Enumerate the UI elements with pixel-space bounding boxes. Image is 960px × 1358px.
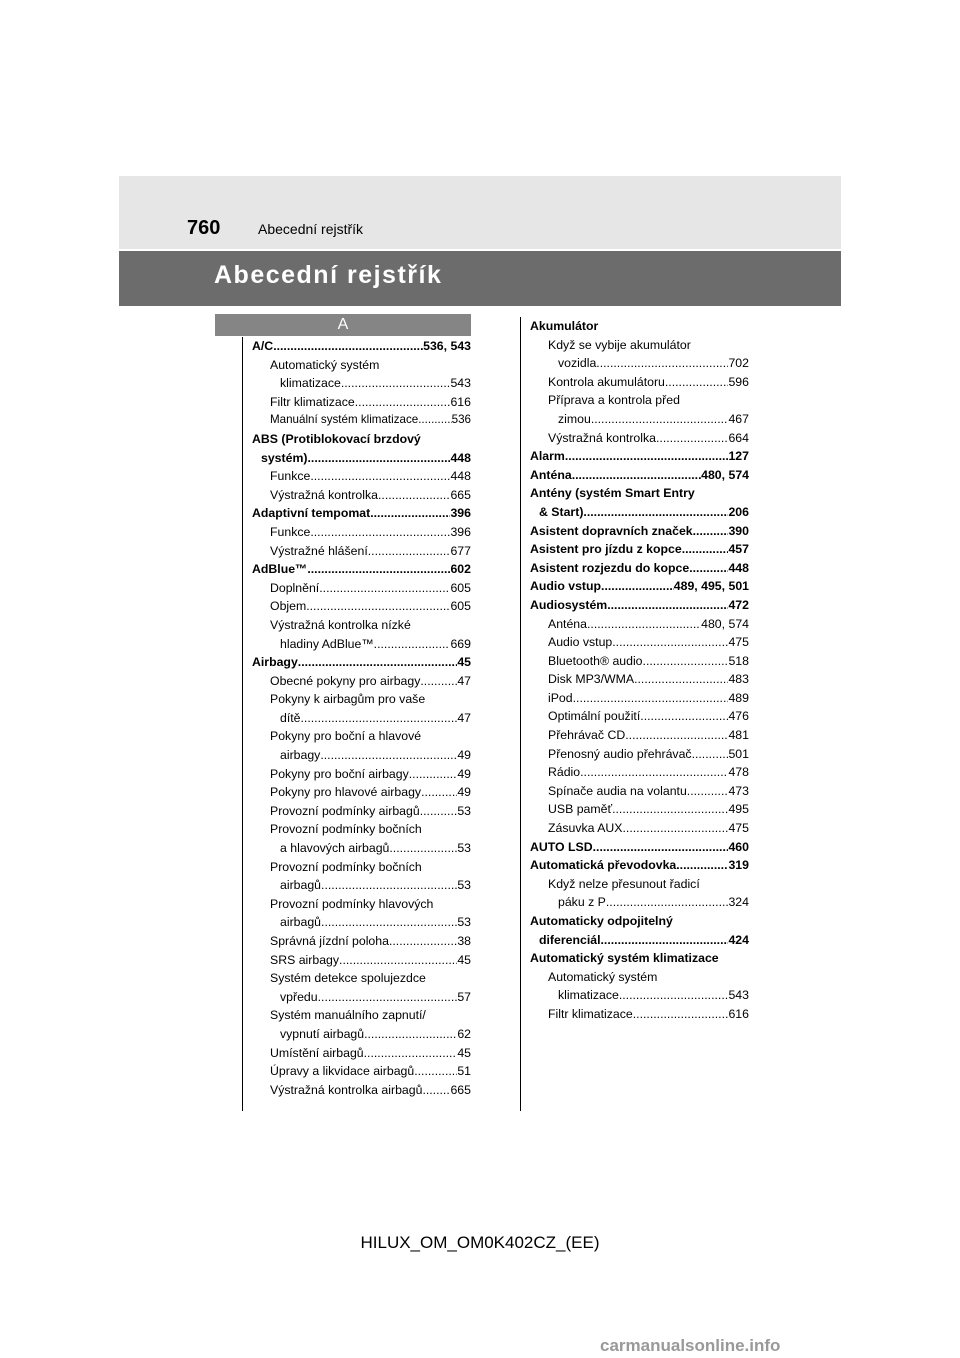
dot-leader: [368, 542, 451, 561]
index-entry: [252, 913, 471, 932]
index-entry-pages: 665: [450, 487, 471, 502]
index-entry-term: Výstražné hlášení: [270, 543, 368, 558]
index-entry: [252, 356, 471, 375]
index-entry-term: Výstražná kontrolka: [548, 430, 656, 445]
index-entry-term: Audiosystém: [530, 597, 608, 612]
index-entry: [252, 616, 471, 635]
index-entry: [252, 765, 471, 784]
index-entry-term: Provozní podmínky bočních: [270, 859, 422, 874]
dot-leader: [389, 839, 457, 858]
dot-leader: [591, 410, 729, 429]
index-entry: [252, 504, 471, 523]
dot-leader: [689, 559, 728, 578]
index-entry-pages: 49: [457, 748, 471, 763]
index-entry-term: klimatizace: [280, 376, 341, 391]
index-entry: [530, 707, 749, 726]
index-entry: [252, 560, 471, 579]
index-entry: [530, 893, 749, 912]
index-entry: [530, 800, 749, 819]
index-entry-term: Rádio: [548, 765, 581, 780]
index-entry-pages: 448: [728, 560, 749, 575]
index-entry-pages: 518: [728, 653, 749, 668]
index-entry-term: Obecné pokyny pro airbagy: [270, 673, 421, 688]
document-footer-code: HILUX_OM_OM0K402CZ_(EE): [360, 1233, 600, 1252]
index-entry-pages: 489, 495, 501: [673, 579, 749, 594]
index-entry-pages: 602: [450, 562, 471, 577]
index-entry-term: Provozní podmínky hlavových: [270, 896, 434, 911]
index-entry-term: Přehrávač CD: [548, 728, 626, 743]
index-entry-term: ABS (Protiblokovací brzdový: [252, 431, 421, 446]
index-entry-pages: 475: [728, 635, 749, 650]
index-entry: [530, 615, 749, 634]
index-entry: [530, 968, 749, 987]
watermark: carmanualsonline.info: [600, 1336, 781, 1355]
left-divider-line: [242, 337, 243, 1111]
index-entry: [252, 988, 471, 1007]
dot-leader: [301, 709, 458, 728]
index-entry-pages: 45: [457, 1045, 471, 1060]
index-entry: [530, 484, 749, 503]
index-entry: [530, 577, 749, 596]
dot-leader: [298, 653, 458, 672]
index-entry-pages: 478: [728, 765, 749, 780]
index-entry-term: Zásuvka AUX: [548, 821, 623, 836]
index-entry-pages: 45: [457, 952, 471, 967]
dot-leader: [355, 393, 451, 412]
index-entry: [252, 653, 471, 672]
index-entry-pages: 536, 543: [423, 339, 471, 353]
dot-leader: [607, 596, 728, 615]
index-entry: [252, 820, 471, 839]
index-entry: [530, 912, 749, 931]
index-entry-pages: 45: [457, 655, 471, 670]
index-entry: [252, 430, 471, 449]
index-entry-term: Asistent dopravních značek: [530, 523, 693, 538]
header-band: [119, 176, 841, 249]
index-entry-pages: 475: [728, 821, 749, 836]
index-entry-pages: 38: [457, 934, 471, 948]
index-entry: [530, 745, 749, 764]
dot-leader: [341, 374, 451, 393]
index-entry-pages: 206: [728, 504, 749, 519]
dot-leader: [310, 523, 450, 542]
index-entry-term: klimatizace: [558, 988, 619, 1003]
index-entry: [252, 449, 471, 468]
index-entry: [530, 410, 749, 429]
dot-leader: [676, 856, 728, 875]
index-entry-term: Manuální systém klimatizace: [270, 413, 419, 427]
index-entry-term: Spínače audia na volantu: [548, 783, 687, 798]
dot-leader: [409, 765, 458, 784]
index-entry-term: airbagů: [280, 915, 322, 930]
dot-leader: [606, 893, 729, 912]
index-entry-pages: 424: [728, 932, 749, 947]
index-entry: [530, 819, 749, 838]
dot-leader: [682, 540, 729, 559]
dot-leader: [378, 486, 450, 505]
index-entry-pages: 390: [728, 523, 749, 538]
index-entry-pages: 480, 574: [701, 616, 749, 631]
dot-leader: [364, 1025, 457, 1044]
index-entry-pages: 605: [450, 599, 471, 614]
index-entry-pages: 448: [450, 450, 471, 465]
dot-leader: [634, 670, 728, 689]
index-entry: [252, 597, 471, 616]
index-entry-pages: 47: [457, 673, 471, 688]
index-entry: [530, 466, 749, 485]
dot-leader: [421, 783, 457, 802]
index-entry-pages: 324: [728, 895, 749, 910]
index-letter: A: [337, 316, 349, 333]
dot-leader: [643, 652, 729, 671]
index-entry-term: Příprava a kontrola před: [548, 393, 680, 408]
index-entry-pages: 448: [450, 469, 471, 484]
index-entry-term: Akumulátor: [530, 319, 599, 333]
index-entry-pages: 53: [457, 878, 471, 893]
dot-leader: [422, 1081, 450, 1100]
index-entry: [252, 411, 471, 430]
dot-leader: [623, 819, 729, 838]
dot-leader: [633, 1005, 729, 1024]
index-entry: [252, 709, 471, 728]
index-entry-term: Umístění airbagů: [270, 1045, 364, 1060]
index-entry-pages: 51: [457, 1064, 471, 1079]
dot-leader: [364, 1044, 458, 1063]
index-entry: [252, 542, 471, 561]
index-entry-term: Kontrola akumulátoru: [548, 374, 665, 389]
dot-leader: [580, 763, 728, 782]
dot-leader: [583, 503, 728, 522]
index-entry: [252, 1062, 471, 1081]
dot-leader: [306, 597, 450, 616]
index-entry-term: systém): [261, 450, 308, 465]
index-entry-term: iPod: [548, 690, 573, 705]
index-entry-term: Filtr klimatizace: [548, 1006, 633, 1021]
index-entry-term: airbagy: [280, 748, 321, 763]
index-entry: [530, 689, 749, 708]
dot-leader: [319, 579, 450, 598]
index-entry: [530, 670, 749, 689]
index-entry-term: Antény (systém Smart Entry: [530, 486, 695, 501]
index-column-right: [530, 317, 749, 1024]
index-entry-pages: 460: [728, 839, 749, 854]
index-entry-pages: 596: [728, 374, 749, 389]
index-entry-term: a hlavových airbagů: [280, 841, 390, 856]
index-entry-term: Provozní podmínky airbagů: [270, 803, 420, 818]
dot-leader: [601, 577, 674, 596]
dot-leader: [420, 672, 457, 691]
dot-leader: [565, 447, 729, 466]
index-entry-term: AdBlue™: [252, 562, 308, 577]
dot-leader: [656, 429, 728, 448]
index-entry-term: Anténa: [530, 467, 572, 482]
header-section-title: Abecední rejstřík: [258, 221, 364, 237]
index-entry: [252, 876, 471, 895]
index-entry: [252, 1006, 471, 1025]
index-entry: [530, 540, 749, 559]
center-divider-line: [520, 317, 521, 1111]
index-entry-term: Úpravy a likvidace airbagů: [270, 1064, 415, 1079]
index-entry-term: Optimální použití: [548, 709, 641, 724]
index-entry-term: Automatický systém: [270, 357, 380, 372]
index-entry-pages: 473: [728, 783, 749, 798]
index-entry-pages: 457: [728, 542, 749, 557]
index-entry-pages: 489: [728, 690, 749, 705]
index-entry: [252, 858, 471, 877]
index-entry-term: Funkce: [270, 469, 311, 484]
index-entry-term: vpředu: [280, 989, 318, 1004]
dot-leader: [374, 635, 451, 654]
index-entry-term: Filtr klimatizace: [270, 394, 355, 409]
dot-leader: [389, 932, 457, 951]
index-entry-term: diferenciál: [539, 932, 601, 947]
dot-leader: [310, 467, 450, 486]
index-entry: [252, 895, 471, 914]
dot-leader: [593, 838, 729, 857]
index-entry-pages: 127: [728, 449, 749, 464]
index-entry-term: Výstražná kontrolka nízké: [270, 617, 411, 632]
index-entry-pages: 472: [728, 597, 749, 612]
index-entry: [530, 931, 749, 950]
dot-leader: [307, 560, 450, 579]
index-entry: [530, 503, 749, 522]
dot-leader: [601, 931, 729, 950]
index-entry-pages: 702: [728, 356, 749, 371]
index-entry-pages: 53: [457, 915, 471, 930]
dot-leader: [420, 802, 458, 821]
index-entry-term: Airbagy: [252, 655, 298, 670]
index-entry-term: Pokyny k airbagům pro vaše: [270, 692, 426, 707]
index-entry-term: Disk MP3/WMA: [548, 672, 635, 687]
index-entry: [530, 373, 749, 392]
index-entry: [252, 374, 471, 393]
index-entry: [530, 596, 749, 615]
index-entry: [252, 337, 471, 356]
index-entry-term: vozidla: [558, 356, 597, 371]
index-entry-pages: 677: [450, 543, 471, 558]
index-column-left: [252, 337, 471, 1099]
index-entry-pages: 62: [457, 1026, 471, 1041]
dot-leader: [573, 689, 729, 708]
index-entry: [530, 763, 749, 782]
index-entry: [252, 1081, 471, 1100]
index-entry-term: airbagů: [280, 878, 322, 893]
index-entry-term: Automatický systém klimatizace: [530, 951, 719, 966]
index-entry-term: AUTO LSD: [530, 839, 593, 854]
index-entry-term: A/C: [252, 339, 274, 353]
index-entry-pages: 396: [450, 506, 471, 521]
index-entry-term: Audio vstup: [548, 635, 613, 650]
index-entry-pages: 49: [457, 785, 471, 800]
index-entry-term: Bluetooth® audio: [548, 653, 643, 668]
index-entry-pages: 481: [728, 728, 749, 743]
index-entry: [530, 838, 749, 857]
index-entry: [530, 447, 749, 466]
index-entry-term: Výstražná kontrolka: [270, 487, 378, 502]
index-entry: [252, 783, 471, 802]
dot-leader: [320, 746, 457, 765]
index-entry-term: Alarm: [530, 449, 565, 464]
index-entry: [252, 727, 471, 746]
index-entry: [530, 1005, 749, 1024]
index-entry-pages: 616: [450, 394, 471, 409]
index-entry: [252, 486, 471, 505]
index-entry: [252, 932, 471, 951]
index-entry: [252, 951, 471, 970]
index-entry: [530, 354, 749, 373]
dot-leader: [612, 800, 728, 819]
dot-leader: [321, 876, 457, 895]
index-entry: [530, 633, 749, 652]
dot-leader: [665, 373, 729, 392]
index-entry-pages: 396: [450, 524, 471, 539]
index-entry-pages: 480, 574: [701, 467, 749, 482]
index-entry-term: Pokyny pro boční a hlavové: [270, 729, 422, 744]
index-entry-term: & Start): [539, 504, 584, 519]
index-entry-term: SRS airbagy: [270, 952, 340, 967]
index-entry-pages: 53: [457, 841, 471, 856]
index-entry: [252, 467, 471, 486]
dot-leader: [619, 986, 729, 1005]
index-entry-term: USB paměť: [548, 802, 613, 817]
index-entry-term: Když se vybije akumulátor: [548, 337, 691, 352]
index-entry-term: páku z P: [558, 895, 606, 910]
index-entry-term: Automaticky odpojitelný: [530, 914, 673, 928]
dot-leader: [587, 615, 701, 634]
index-entry-pages: 467: [728, 411, 749, 426]
dot-leader: [318, 988, 458, 1007]
dot-leader: [687, 782, 729, 801]
index-entry-pages: 605: [450, 580, 471, 595]
index-entry: [530, 986, 749, 1005]
index-entry-pages: 665: [450, 1082, 471, 1097]
index-entry: [252, 802, 471, 821]
page-number: 760: [187, 217, 221, 239]
index-entry: [530, 875, 749, 894]
dot-leader: [596, 354, 728, 373]
index-entry: [530, 726, 749, 745]
dot-leader: [307, 449, 450, 468]
index-entry-term: Asistent rozjezdu do kopce: [530, 560, 690, 575]
index-entry-term: zimou: [558, 411, 591, 426]
index-entry: [252, 690, 471, 709]
index-entry-term: Výstražná kontrolka airbagů: [270, 1082, 423, 1097]
index-entry-term: Pokyny pro boční airbagy: [270, 766, 409, 781]
index-entry: [530, 317, 749, 336]
index-entry: [252, 1044, 471, 1063]
index-entry-term: Asistent pro jízdu z kopce: [530, 542, 682, 557]
index-entry-term: Adaptivní tempomat: [252, 506, 371, 521]
index-entry-pages: 49: [457, 766, 471, 781]
dot-leader: [640, 707, 728, 726]
index-entry-term: Provozní podmínky bočních: [270, 822, 422, 837]
index-entry-term: Pokyny pro hlavové airbagy: [270, 785, 422, 800]
dot-leader: [625, 726, 728, 745]
dot-leader: [418, 411, 451, 430]
dot-leader: [612, 633, 728, 652]
index-entry-term: Anténa: [548, 616, 587, 631]
index-entry-pages: 319: [728, 858, 749, 873]
index-entry: [252, 579, 471, 598]
index-entry-term: Když nelze přesunout řadicí: [548, 876, 700, 891]
index-entry: [530, 652, 749, 671]
index-entry-term: dítě: [280, 710, 301, 725]
dot-leader: [693, 522, 729, 541]
index-entry-pages: 543: [450, 376, 471, 391]
index-entry-term: Přenosný audio přehrávač: [548, 746, 692, 761]
index-entry: [252, 746, 471, 765]
index-entry-pages: 501: [728, 746, 749, 761]
index-entry: [252, 523, 471, 542]
index-entry-term: Automatický systém: [548, 969, 658, 984]
index-entry-pages: 47: [457, 710, 471, 725]
dot-leader: [572, 466, 701, 485]
index-entry: [252, 1025, 471, 1044]
index-entry-term: hladiny AdBlue™: [280, 636, 374, 651]
index-entry-pages: 57: [457, 989, 471, 1004]
index-entry-pages: 616: [728, 1006, 749, 1021]
page-title: Abecední rejstřík: [214, 261, 443, 289]
index-entry: [530, 391, 749, 410]
dot-leader: [370, 504, 450, 523]
index-entry-pages: 495: [728, 802, 749, 817]
index-entry: [252, 839, 471, 858]
index-entry: [530, 559, 749, 578]
index-entry: [530, 782, 749, 801]
index-entry: [530, 856, 749, 875]
index-entry-term: Automatická převodovka: [530, 858, 677, 873]
dot-leader: [339, 951, 457, 970]
index-entry: [530, 336, 749, 355]
index-entry: [252, 635, 471, 654]
index-entry-pages: 669: [450, 636, 471, 651]
index-entry-term: Objem: [270, 599, 307, 614]
index-entry-pages: 53: [457, 803, 471, 818]
index-entry-pages: 543: [728, 988, 749, 1003]
index-entry-term: vypnutí airbagů: [280, 1026, 365, 1041]
index-entry-term: Doplnění: [270, 580, 320, 595]
index-entry-pages: 476: [728, 709, 749, 724]
index-entry-pages: 483: [728, 672, 749, 687]
index-entry: [252, 969, 471, 988]
index-entry-pages: 536: [451, 413, 471, 427]
dot-leader: [321, 913, 457, 932]
dot-leader: [692, 745, 729, 764]
index-entry-term: Audio vstup: [530, 579, 602, 594]
index-entry: [530, 522, 749, 541]
dot-leader: [273, 337, 423, 356]
index-entry-term: Systém manuálního zapnutí/: [270, 1008, 426, 1023]
index-entry: [530, 429, 749, 448]
index-entry: [530, 949, 749, 968]
index-entry-pages: 664: [728, 430, 749, 445]
index-entry-term: Funkce: [270, 524, 311, 539]
index-entry-term: Správná jízdní poloha: [270, 934, 389, 948]
index-entry: [252, 393, 471, 412]
dot-leader: [414, 1062, 457, 1081]
index-entry-term: Systém detekce spolujezdce: [270, 971, 426, 986]
index-entry: [252, 672, 471, 691]
